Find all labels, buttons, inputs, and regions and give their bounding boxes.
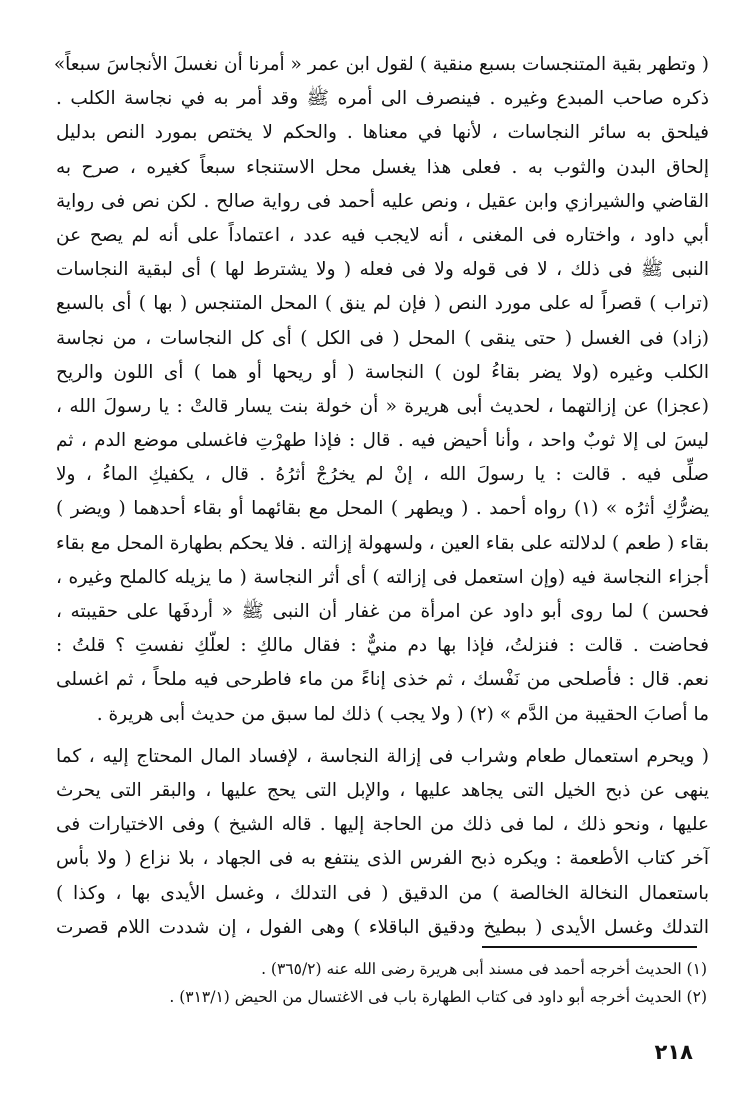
text-line: فحاضت . قالت : فنزلتُ، فإذا بها دم منيٌّ : فقال مالكِ : لعلّكِ نفستِ ؟ قلتُ : [56,635,709,657]
text-line: بقاء ( طعم ) لدلالته على بقاء العين ، ولسهولة إزالته . فلا يحكم بطهارة المحل مع بقاء [56,532,709,554]
footnote-divider [482,946,697,948]
paragraph-2 [56,740,709,945]
text-line: ما أصابَ الحقيبة من الدَّم » (٢) ( ولا يجب ) ذلك لما سبق من حديث أبى هريرة . [96,703,709,725]
text-line: القاضي والشيرازي وابن عقيل ، ونص عليه أحمد فى رواية صالح . لكن نص فى رواية [56,190,709,212]
text-line: (عجزا) عن إزالتهما ، لحديث أبى هريرة « أن خولة بنت يسار قالتْ : يا رسولَ الله ، [56,395,709,417]
text-line: (زاد) فى الغسل ( حتى ينقى ) المحل ( فى الكل ) أى كل النجاسات ، من نجاسة [56,327,709,349]
text-line: نعم. قال : فأصلحى من نَفْسك ، ثم خذى إناءً من ماء فاطرحى فيه ملحاً ، ثم اغسلى [56,669,709,691]
text-line: (تراب ) قصراً له على مورد النص ( فإن لم ينق ) المحل المتنجس ( بها ) أى بالسبع [56,293,709,315]
text-line: النبى ﷺ فى ذلك ، لا فى قوله ولا فى فعله ( ولا يشترط لها ) أى لبقية النجاسات [56,259,709,281]
text-line: أبي داود ، واختاره فى المغنى ، أنه لايجب فيه عدد ، اعتماداً على أنه لم يصح عن [56,224,709,246]
text-line: إلحاق البدن والثوب به . فعلى هذا يغسل محل الاستنجاء سبعاً كغيره ، صرح به [56,156,709,178]
text-line: ينهى عن ذبح الخيل التى يجاهد عليها ، والإبل التى يحج عليها ، والبقر التى يحرث [56,779,709,801]
page-number: ٢١٨ [654,1040,693,1064]
paragraph-1 [53,48,709,732]
paragraph-gap [56,732,709,740]
text-line: ( وتطهر بقية المتنجسات بسبع منقية ) لقول ابن عمر « أمرنا أن نغسلَ الأنجاسَ سبعاً» [53,54,709,75]
text-line: باستعمال النخالة الخالصة ) من الدقيق ( فى التدلك ، وغسل الأيدى بها ، وكذا ) [56,882,709,904]
text-line: ذكره صاحب المبدع وغيره . فينصرف الى أمره ﷺ وقد أمر به في نجاسة الكلب . [56,88,709,110]
text-line: الكلب وغيره (ولا يضر بقاءُ لون ) النجاسة ( أو ريحها أو هما ) أى اللون والريح [56,361,709,383]
text-line: ( ويحرم استعمال طعام وشراب فى إزالة النجاسة ، لإفساد المال المحتاج إليه ، كما [56,745,709,767]
text-line: ليسَ لى إلا ثوبٌ واحد ، وأنا أحيض فيه . قال : فإذا طهرْتِ فاغسلى موضع الدم ، ثم [56,430,709,452]
text-line: فحسن ) لما روى أبو داود عن امرأة من غفار أن النبى ﷺ « أردفَها على حقيبته ، [56,601,709,622]
text-line: عليها ، ونحو ذلك ، لما فى ذلك من الحاجة إليها . قاله الشيخ ) وفى الاختيارات فى [56,814,709,836]
text-line: التدلك وغسل الأيدى ( ببطيخ ودقيق الباقلاء ) وهى الفول ، إن شددت اللام قصرت [56,916,709,938]
footnotes [169,955,707,1011]
text-line: فيلحق به سائر النجاسات ، لأنها في معناها . والحكم لا يختص بمورد النص بدليل [56,122,709,144]
text-line: يضرُّكِ أثرُه » (١) رواه أحمد . ( ويطهر ) المحل مع بقائهما أو بقاء أحدهما ( ويضر ) [56,498,709,520]
text-line: آخر كتاب الأطعمة : ويكره ذبح الفرس الذى ينتفع به فى الجهاد ، بلا نزاع ( ولا بأس [56,848,709,870]
footnote-2: (٢) الحديث أخرجه أبو داود فى كتاب الطهارة باب فى الاغتسال من الحيض (٣١٣/١) . [169,988,707,1006]
footnote-1: (١) الحديث أخرجه أحمد فى مسند أبى هريرة رضى الله عنه (٣٦٥/٢) . [261,960,707,978]
text-line: أجزاء النجاسة فيه (وإن استعمل فى إزالته ) أى أثر النجاسة ( ما يزيله كالملح وغيره ، [56,566,709,588]
text-line: صلِّى فيه . قالت : يا رسولَ الله ، إنْ لم يخرُجْ أثرُهُ . قال ، يكفيكِ الماءُ ، ولا [56,464,709,486]
main-text [53,48,709,945]
